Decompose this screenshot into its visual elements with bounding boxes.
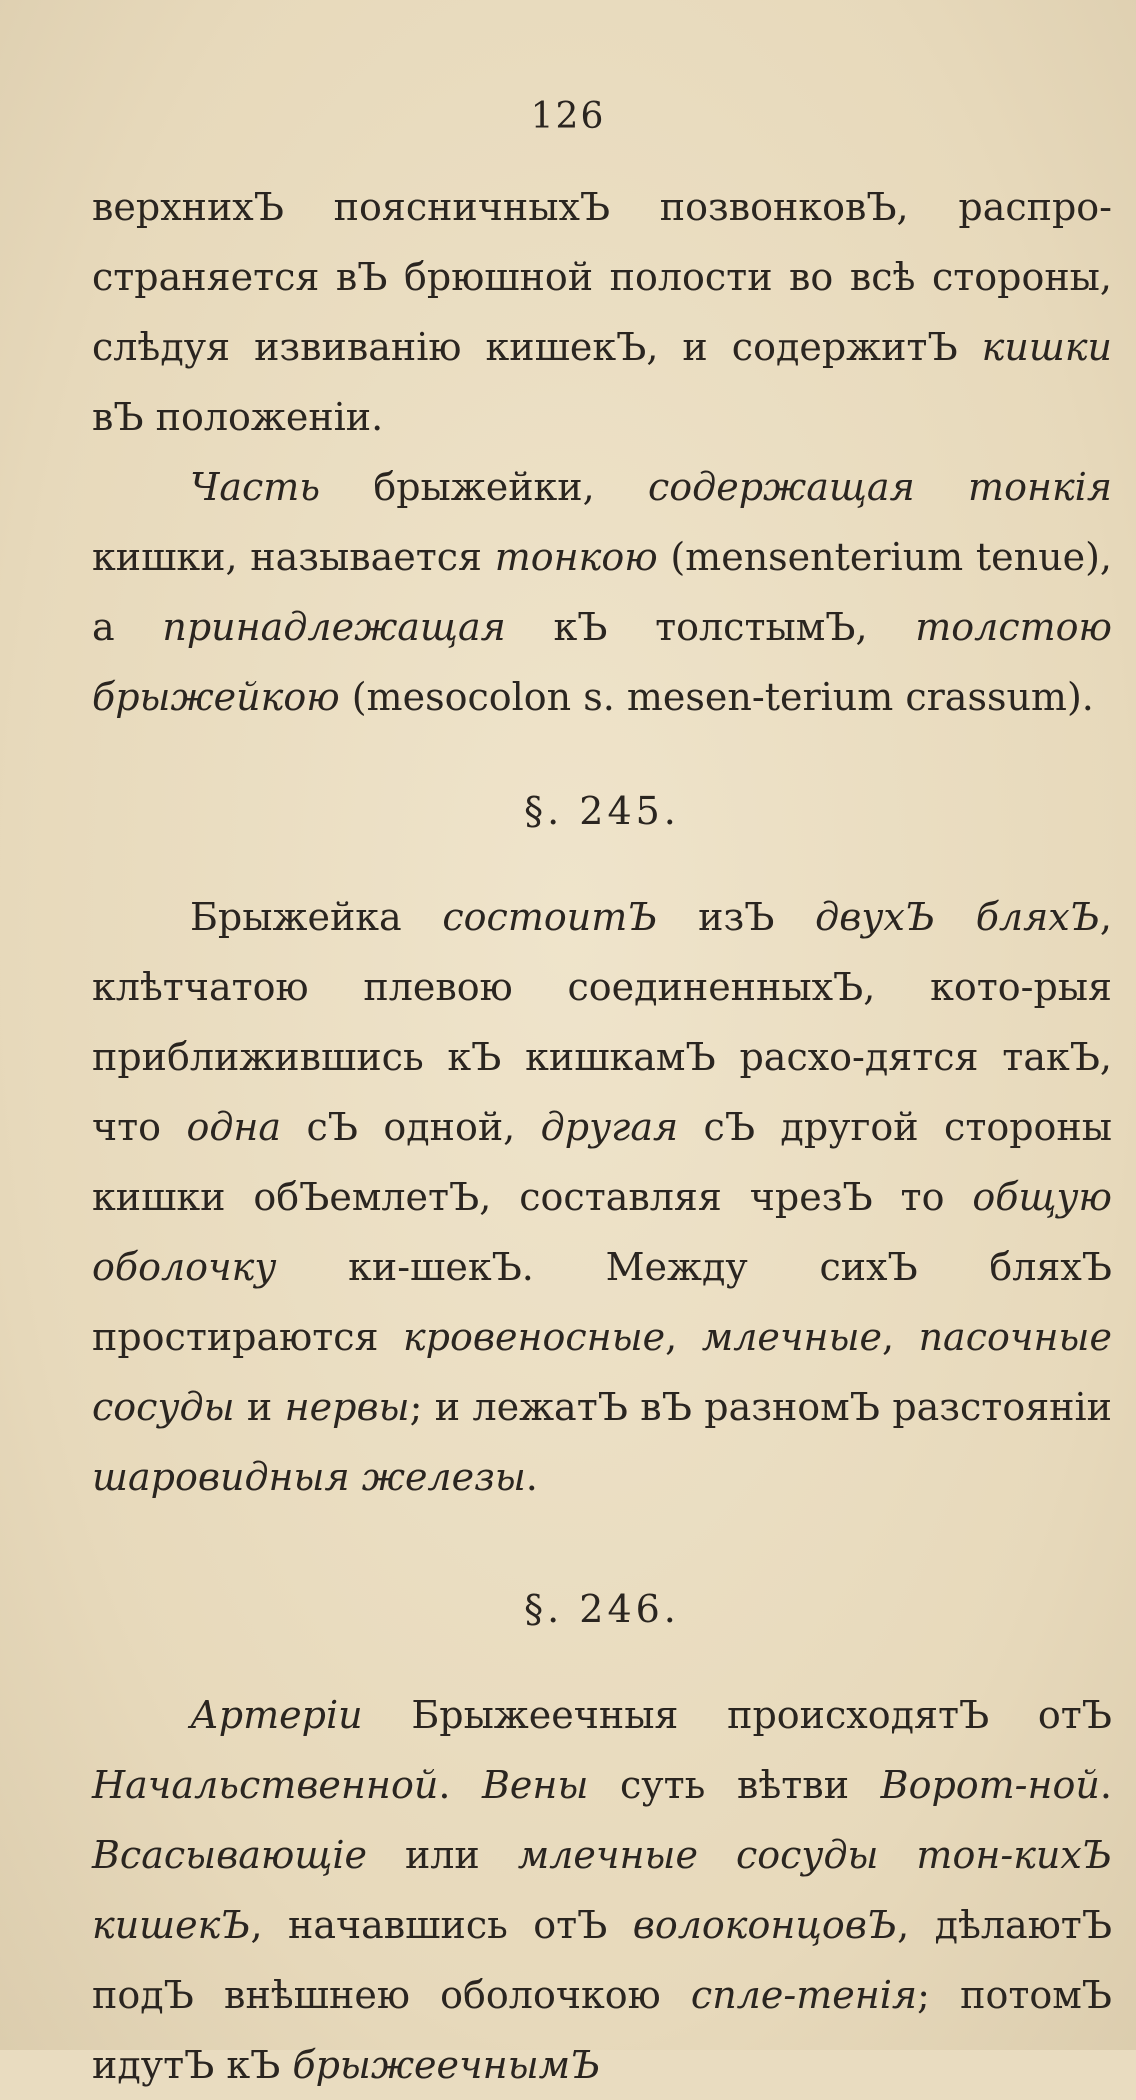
text-run: вЪ положеніи. bbox=[92, 395, 384, 439]
text-run: или bbox=[367, 1833, 518, 1877]
emphasis: Артеріи bbox=[190, 1693, 363, 1737]
paragraph-2 bbox=[92, 452, 1112, 732]
emphasis: млечные bbox=[701, 1315, 883, 1359]
emphasis: нервы bbox=[284, 1385, 410, 1429]
emphasis: Вены bbox=[482, 1763, 589, 1807]
text-run: , дѣлаютЪ подЪ внѣшнею оболочкою bbox=[92, 1903, 1113, 2017]
paragraph-3 bbox=[92, 882, 1112, 1512]
emphasis: состоитЪ bbox=[442, 895, 658, 939]
text-run: кЪ толстымЪ, bbox=[505, 605, 916, 649]
emphasis: тонкою bbox=[494, 535, 658, 579]
emphasis: Начальственной bbox=[92, 1763, 439, 1807]
text-run: брыжейки, bbox=[320, 465, 648, 509]
text-run: , bbox=[665, 1315, 702, 1359]
paragraph-4 bbox=[92, 1680, 1112, 2100]
text-run: (mesocolon s. mesen-terium crassum). bbox=[339, 675, 1094, 719]
section-heading-245: §. 245. bbox=[524, 789, 680, 833]
emphasis: общую оболочку bbox=[92, 1175, 1112, 1289]
emphasis: Всасывающіе bbox=[92, 1833, 367, 1877]
emphasis: млечные сосуды тон-кихЪ кишекЪ bbox=[92, 1833, 1112, 1947]
text-run: , начавшись отЪ bbox=[250, 1903, 633, 1947]
text-run: Брыжейка bbox=[190, 895, 443, 939]
text-run: . bbox=[438, 1763, 482, 1807]
paragraph-1 bbox=[92, 172, 1112, 452]
page-number: 126 bbox=[530, 96, 606, 137]
text-run: кишки, называется bbox=[92, 535, 495, 579]
text-run: Брыжеечныя происходятЪ отЪ bbox=[362, 1693, 1112, 1737]
emphasis: другая bbox=[540, 1105, 679, 1149]
text-run: изЪ bbox=[657, 895, 816, 939]
emphasis: кровеносные bbox=[402, 1315, 666, 1359]
section-heading-246: §. 246. bbox=[524, 1587, 680, 1631]
emphasis: толстою брыжейкою bbox=[92, 605, 1113, 719]
body-text bbox=[92, 172, 1112, 2100]
emphasis: брыжеечнымЪ bbox=[292, 2043, 601, 2087]
text-run: и bbox=[234, 1385, 285, 1429]
text-run: , клѣтчатою плевою соединенныхЪ, кото-рыя приближившись кЪ кишкамЪ расхо-дятся такЪ, что bbox=[92, 895, 1112, 1149]
emphasis: двухЪ бляхЪ bbox=[815, 895, 1100, 939]
emphasis: шаровидныя железы bbox=[92, 1455, 526, 1499]
text-run: . bbox=[525, 1455, 538, 1499]
emphasis: кишки bbox=[981, 325, 1112, 369]
text-run: , bbox=[882, 1315, 919, 1359]
emphasis: волоконцовЪ bbox=[632, 1903, 898, 1947]
emphasis: содержащая тонкія bbox=[647, 465, 1112, 509]
text-run: сЪ одной, bbox=[281, 1105, 541, 1149]
emphasis: одна bbox=[186, 1105, 282, 1149]
text-run: суть вѣтви bbox=[588, 1763, 881, 1807]
text-run: ; потомЪ идутЪ кЪ bbox=[92, 1973, 1112, 2087]
text-run: сЪ другой стороны кишки обЪемлетЪ, составляя чрезЪ то bbox=[92, 1105, 1112, 1219]
text-run: . bbox=[1099, 1763, 1112, 1807]
text-run: верхнихЪ поясничныхЪ позвонковЪ, распро-страняется вЪ брюшной полости во всѣ стороны, слѣдуя извиванію кишекЪ, и содержитЪ bbox=[92, 185, 1112, 369]
text-run: ; и лежатЪ вЪ разномЪ разстояніи bbox=[409, 1385, 1112, 1429]
emphasis: Часть bbox=[190, 465, 321, 509]
emphasis: Ворот-ной bbox=[880, 1763, 1100, 1807]
emphasis: принадлежащая bbox=[162, 605, 506, 649]
emphasis: спле-тенія bbox=[690, 1973, 918, 2017]
emphasis: пасочные сосуды bbox=[92, 1315, 1112, 1429]
text-run: ки-шекЪ. Между сихЪ бляхЪ простираются bbox=[92, 1245, 1112, 1359]
text-run: (mensenterium tenue), а bbox=[92, 535, 1112, 649]
